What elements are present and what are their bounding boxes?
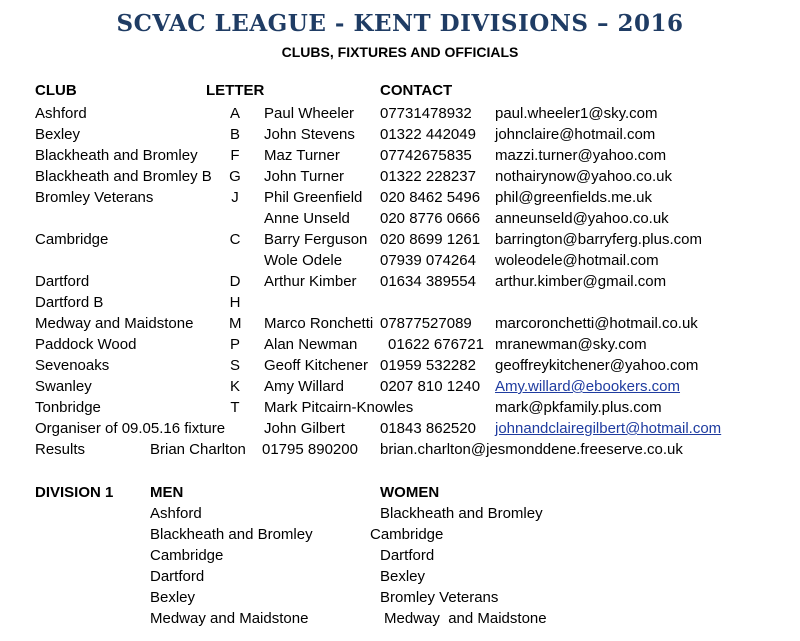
club-row xyxy=(0,271,800,292)
division-row xyxy=(0,608,800,629)
men-team: Bexley xyxy=(150,589,196,606)
contact-name: Amy Willard xyxy=(264,378,345,395)
women-team: Blackheath and Bromley xyxy=(380,505,543,522)
club-letter: C xyxy=(229,231,241,248)
club-letter: G xyxy=(229,168,241,185)
club-name: Tonbridge xyxy=(35,399,101,416)
club-letter: K xyxy=(229,378,240,395)
contact-name: Wole Odele xyxy=(264,252,343,269)
contact-phone: 020 8699 1261 xyxy=(380,231,481,248)
club-name: Blackheath and Bromley B xyxy=(35,168,212,185)
contact-name: Geoff Kitchener xyxy=(264,357,368,374)
men-team: Ashford xyxy=(150,505,202,522)
contact-email: johnclaire@hotmail.com xyxy=(495,126,656,143)
results-contact-name: Brian Charlton xyxy=(150,441,246,458)
club-row xyxy=(0,397,800,418)
contact-phone: 07742675835 xyxy=(380,147,472,164)
club-name: Ashford xyxy=(35,105,87,122)
club-letter: B xyxy=(229,126,240,143)
club-letter: H xyxy=(229,294,241,311)
club-letter: F xyxy=(230,147,240,164)
club-name: Dartford xyxy=(35,273,90,290)
results-contact-phone: 01795 890200 xyxy=(262,441,358,458)
contact-email-link[interactable]: Amy.willard@ebookers.com xyxy=(495,378,681,395)
contact-email: mranewman@sky.com xyxy=(495,336,647,353)
contact-name: Barry Ferguson xyxy=(264,231,368,248)
contact-name: Arthur Kimber xyxy=(264,273,357,290)
contact-name: John Gilbert xyxy=(264,420,345,437)
club-row xyxy=(0,208,800,229)
club-letter: T xyxy=(230,399,240,416)
club-row xyxy=(0,145,800,166)
contact-name: Paul Wheeler xyxy=(264,105,355,122)
club-name: Dartford B xyxy=(35,294,104,311)
contact-name: Mark Pitcairn-Knowles xyxy=(264,399,414,416)
contact-phone: 020 8462 5496 xyxy=(380,189,481,206)
women-team: Bexley xyxy=(380,568,426,585)
club-row xyxy=(0,124,800,145)
contact-name: John Stevens xyxy=(264,126,355,143)
men-team: Blackheath and Bromley xyxy=(150,526,313,543)
contact-email: woleodele@hotmail.com xyxy=(495,252,659,269)
club-name: Blackheath and Bromley xyxy=(35,147,198,164)
contact-phone: 01634 389554 xyxy=(380,273,476,290)
club-letter: P xyxy=(229,336,240,353)
contact-phone: 01322 442049 xyxy=(380,126,476,143)
club-name: Bromley Veterans xyxy=(35,189,154,206)
contact-phone: 0207 810 1240 xyxy=(380,378,481,395)
results-label: Results xyxy=(35,441,86,458)
club-column-header: CLUB xyxy=(35,82,77,99)
women-column-header: WOMEN xyxy=(380,484,440,501)
document-subtitle: CLUBS, FIXTURES AND OFFICIALS xyxy=(281,44,519,60)
contact-email: geoffreykitchener@yahoo.com xyxy=(495,357,699,374)
contact-phone: 07731478932 xyxy=(380,105,472,122)
men-team: Dartford xyxy=(150,568,205,585)
club-name: Medway and Maidstone xyxy=(35,315,194,332)
contact-name: Marco Ronchetti xyxy=(264,315,374,332)
men-team: Cambridge xyxy=(150,547,224,564)
contact-email-link[interactable]: johnandclairegilbert@hotmail.com xyxy=(495,420,722,437)
men-team: Medway and Maidstone xyxy=(150,610,309,627)
club-row xyxy=(0,292,800,313)
contact-column-header: CONTACT xyxy=(380,82,453,99)
contact-phone: 07877527089 xyxy=(380,315,472,332)
contact-phone: 020 8776 0666 xyxy=(380,210,481,227)
contact-name: Phil Greenfield xyxy=(264,189,363,206)
club-name: Paddock Wood xyxy=(35,336,137,353)
contact-email: phil@greenfields.me.uk xyxy=(495,189,652,206)
division-row xyxy=(0,587,800,608)
club-letter: M xyxy=(229,315,242,332)
men-column-header: MEN xyxy=(150,484,184,501)
women-team: Bromley Veterans xyxy=(380,589,499,606)
contact-phone: 01322 228237 xyxy=(380,168,476,185)
club-row xyxy=(0,103,800,124)
club-row xyxy=(0,355,800,376)
club-row xyxy=(0,166,800,187)
club-row xyxy=(0,376,800,397)
document-title: SCVAC LEAGUE - KENT DIVISIONS – 2016 xyxy=(116,10,684,37)
club-letter: S xyxy=(229,357,240,374)
contact-name: Maz Turner xyxy=(264,147,340,164)
division-row xyxy=(0,503,800,524)
contact-phone: 01622 676721 xyxy=(388,336,484,353)
contact-email: paul.wheeler1@sky.com xyxy=(495,105,658,122)
division-row xyxy=(0,545,800,566)
club-row xyxy=(0,187,800,208)
contact-name: Anne Unseld xyxy=(264,210,350,227)
contact-email: barrington@barryferg.plus.com xyxy=(495,231,702,248)
club-letter: D xyxy=(229,273,241,290)
club-row xyxy=(0,250,800,271)
clubs-table xyxy=(0,103,800,460)
contact-email: marcoronchetti@hotmail.co.uk xyxy=(495,315,698,332)
contact-email: arthur.kimber@gmail.com xyxy=(495,273,667,290)
contact-phone: 01843 862520 xyxy=(380,420,476,437)
contact-email: mark@pkfamily.plus.com xyxy=(495,399,662,416)
women-team: Cambridge xyxy=(370,526,444,543)
division-row xyxy=(0,524,800,545)
division-heading: DIVISION 1 xyxy=(35,484,114,501)
club-name: Organiser of 09.05.16 fixture xyxy=(35,420,226,437)
contact-name: John Turner xyxy=(264,168,345,185)
club-name: Cambridge xyxy=(35,231,109,248)
contact-phone: 01959 532282 xyxy=(380,357,476,374)
results-row xyxy=(0,439,800,460)
division-teams-list xyxy=(0,503,800,629)
club-row xyxy=(0,229,800,250)
women-team: Medway and Maidstone xyxy=(384,610,547,627)
contact-phone: 07939 074264 xyxy=(380,252,476,269)
letter-column-header: LETTER xyxy=(206,82,265,99)
club-name: Swanley xyxy=(35,378,92,395)
club-name: Bexley xyxy=(35,126,81,143)
results-contact-email: brian.charlton@jesmonddene.freeserve.co.uk xyxy=(380,441,683,458)
club-row xyxy=(0,313,800,334)
club-letter: A xyxy=(229,105,240,122)
women-team: Dartford xyxy=(380,547,435,564)
division-row xyxy=(0,566,800,587)
contact-email: mazzi.turner@yahoo.com xyxy=(495,147,667,164)
contact-email: nothairynow@yahoo.co.uk xyxy=(495,168,672,185)
club-row xyxy=(0,418,800,439)
contact-email: anneunseld@yahoo.co.uk xyxy=(495,210,669,227)
club-row xyxy=(0,334,800,355)
club-letter: J xyxy=(231,189,239,206)
contact-name: Alan Newman xyxy=(264,336,358,353)
club-name: Sevenoaks xyxy=(35,357,110,374)
